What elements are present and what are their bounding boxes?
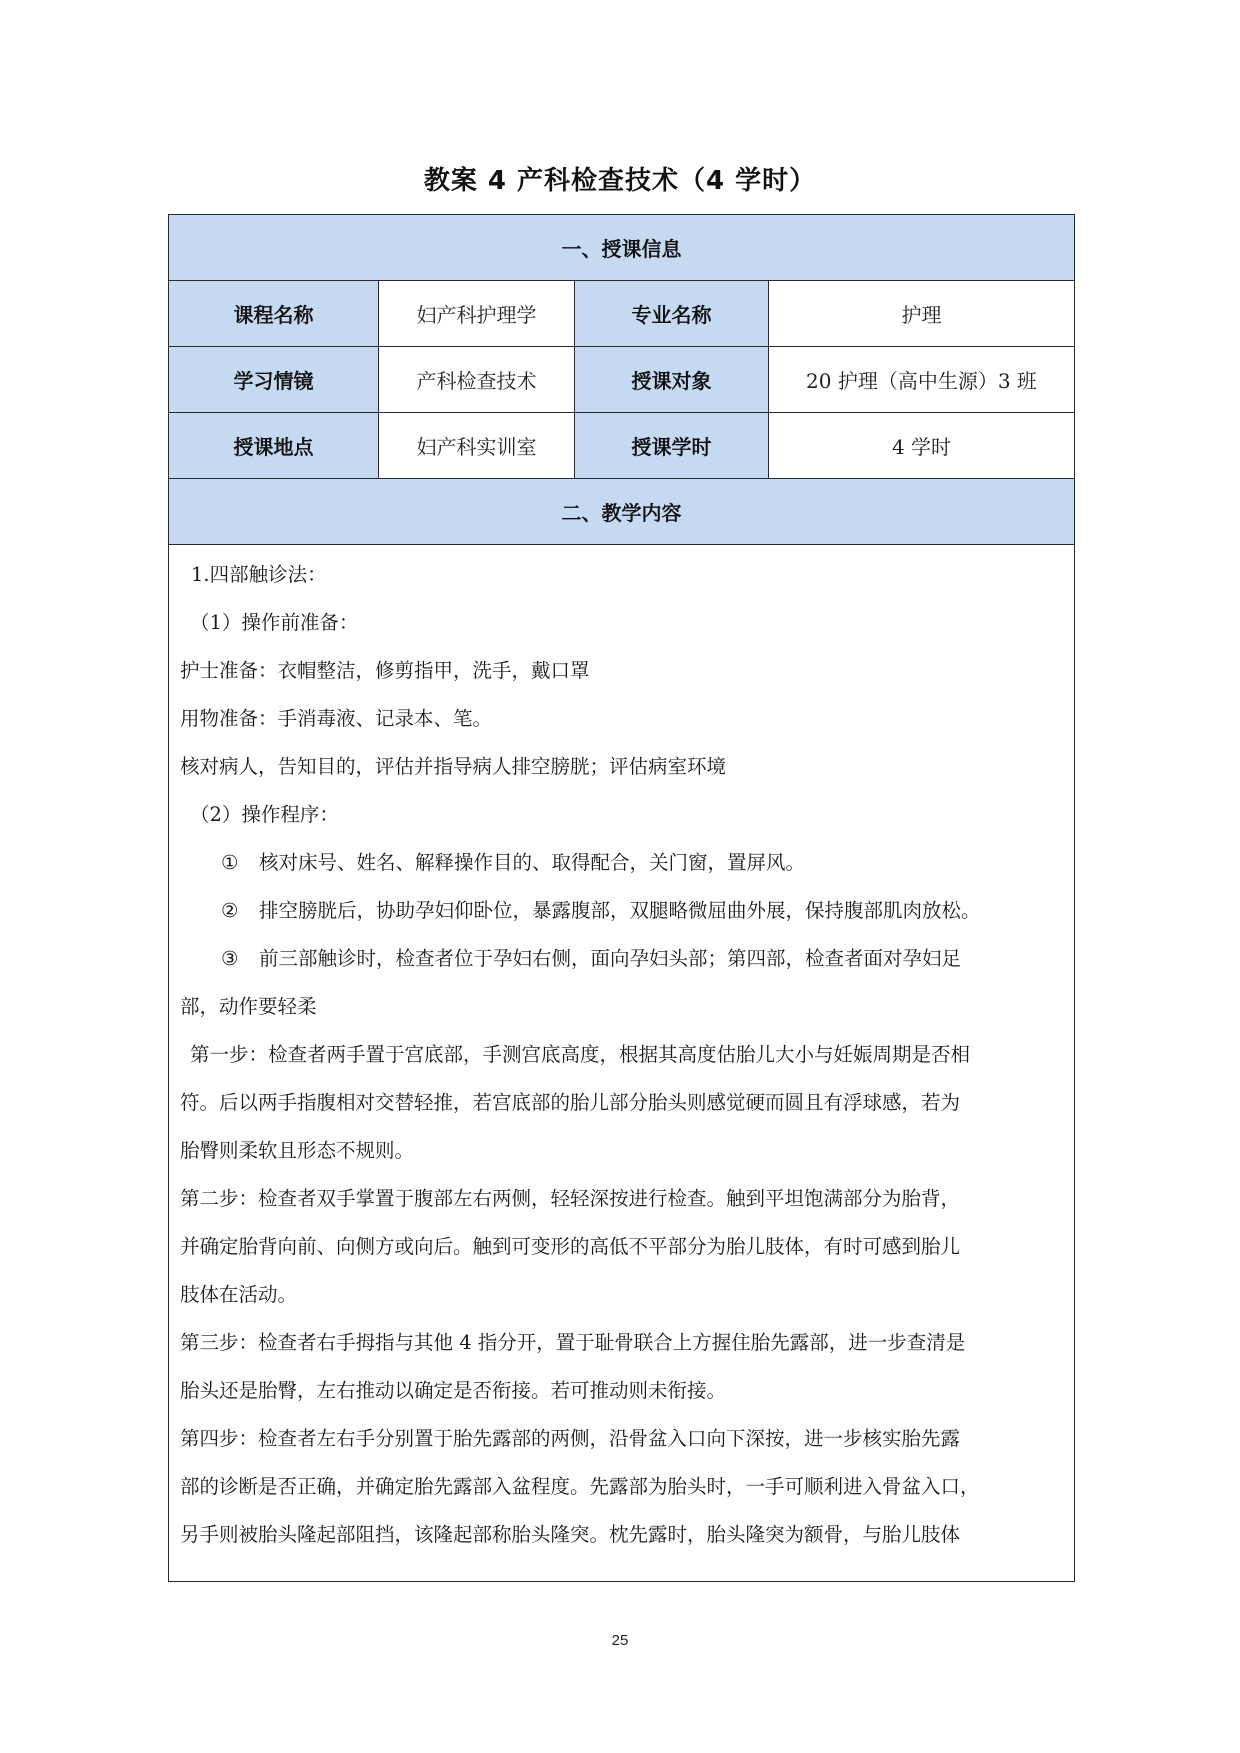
section-heading-course-info: 一、授课信息 bbox=[169, 215, 1075, 281]
step-marker: ③ bbox=[221, 947, 239, 970]
content-line-step-1 bbox=[180, 839, 1064, 887]
content-line: 部，动作要轻柔 bbox=[180, 995, 317, 1018]
content-line-step-3 bbox=[180, 935, 1064, 983]
content-line: 另手则被胎头隆起部阻挡，该隆起部称胎头隆突。枕先露时，胎头隆突为额骨，与胎儿肢体 bbox=[180, 1523, 961, 1546]
content-line: 核对病人，告知目的，评估并指导病人排空膀胱；评估病室环境 bbox=[180, 755, 727, 778]
step-marker: ① bbox=[221, 851, 239, 874]
page-number: 25 bbox=[611, 1632, 629, 1649]
content-line: 第三步：检查者右手拇指与其他 4 指分开，置于耻骨联合上方握住胎先露部，进一步查清是 bbox=[180, 1331, 966, 1354]
section-heading-teaching-content: 二、教学内容 bbox=[169, 479, 1075, 545]
value-major-name: 护理 bbox=[769, 281, 1075, 347]
content-line: （2）操作程序： bbox=[190, 803, 339, 826]
step-text: 前三部触诊时，检查者位于孕妇右侧，面向孕妇头部；第四部，检查者面对孕妇足 bbox=[259, 947, 962, 970]
content-line: 符。后以两手指腹相对交替轻推，若宫底部的胎儿部分胎头则感觉硬而圆且有浮球感，若为 bbox=[180, 1091, 961, 1114]
content-line: 1.四部触诊法： bbox=[191, 563, 327, 586]
label-class-hours: 授课学时 bbox=[575, 413, 769, 479]
label-location: 授课地点 bbox=[169, 413, 379, 479]
value-target-students: 20 护理（高中生源）3 班 bbox=[769, 347, 1075, 413]
label-target-students: 授课对象 bbox=[575, 347, 769, 413]
content-line: （1）操作前准备： bbox=[190, 611, 359, 634]
content-line: 第四步：检查者左右手分别置于胎先露部的两侧，沿骨盆入口向下深按，进一步核实胎先露 bbox=[180, 1427, 961, 1450]
teaching-content-body bbox=[169, 545, 1074, 1581]
content-line: 用物准备：手消毒液、记录本、笔。 bbox=[180, 707, 493, 730]
value-course-name: 妇产科护理学 bbox=[379, 281, 575, 347]
content-line: 胎臀则柔软且形态不规则。 bbox=[180, 1139, 415, 1162]
content-line: 护士准备：衣帽整洁，修剪指甲，洗手，戴口罩 bbox=[180, 659, 590, 682]
content-line-step-2 bbox=[180, 887, 1064, 935]
content-line: 部的诊断是否正确，并确定胎先露部入盆程度。先露部为胎头时，一手可顺利进入骨盆入口， bbox=[180, 1475, 980, 1498]
step-text: 排空膀胱后，协助孕妇仰卧位，暴露腹部，双腿略微屈曲外展，保持腹部肌肉放松。 bbox=[259, 899, 981, 922]
label-course-name: 课程名称 bbox=[169, 281, 379, 347]
label-major-name: 专业名称 bbox=[575, 281, 769, 347]
value-learning-scenario: 产科检查技术 bbox=[379, 347, 575, 413]
content-line: 胎头还是胎臀，左右推动以确定是否衔接。若可推动则未衔接。 bbox=[180, 1379, 727, 1402]
document-title: 教案 4 产科检查技术（4 学时） bbox=[423, 166, 817, 196]
content-line: 肢体在活动。 bbox=[180, 1283, 298, 1306]
value-class-hours: 4 学时 bbox=[769, 413, 1075, 479]
lesson-plan-table bbox=[168, 214, 1075, 1582]
content-line: 并确定胎背向前、向侧方或向后。触到可变形的高低不平部分为胎儿肢体，有时可感到胎儿 bbox=[180, 1235, 961, 1258]
step-marker: ② bbox=[221, 899, 239, 922]
step-text: 核对床号、姓名、解释操作目的、取得配合，关门窗，置屏风。 bbox=[259, 851, 806, 874]
content-line: 第一步：检查者两手置于宫底部，手测宫底高度，根据其高度估胎儿大小与妊娠周期是否相 bbox=[190, 1043, 971, 1066]
content-line: 第二步：检查者双手掌置于腹部左右两侧，轻轻深按进行检查。触到平坦饱满部分为胎背， bbox=[180, 1187, 961, 1210]
label-learning-scenario: 学习情镜 bbox=[169, 347, 379, 413]
value-location: 妇产科实训室 bbox=[379, 413, 575, 479]
teaching-content-cell bbox=[169, 545, 1075, 1582]
